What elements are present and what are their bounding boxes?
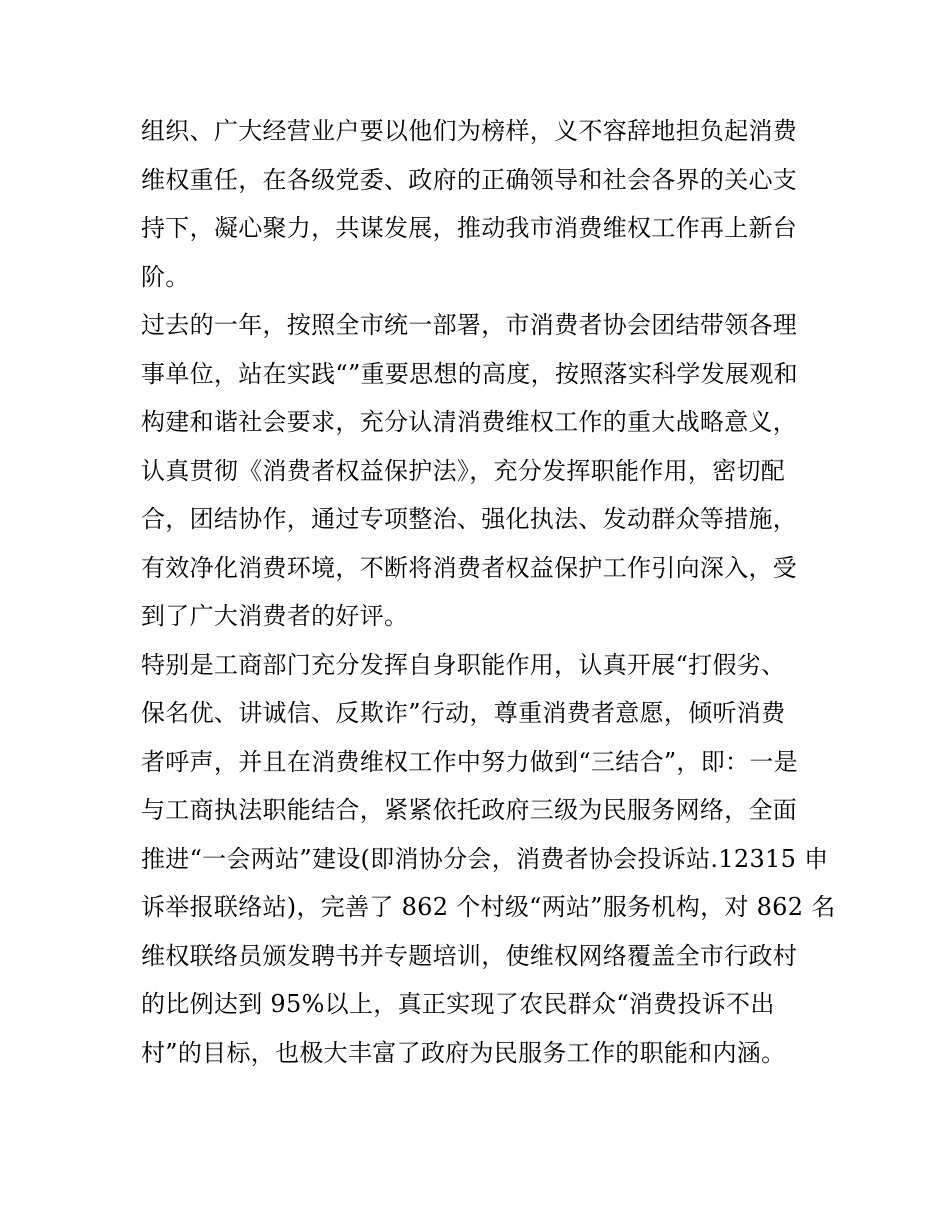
text-line: 维权重任，在各级党委、政府的正确领导和社会各界的关心支 [141, 165, 798, 194]
paragraph-3 [141, 641, 836, 1078]
text-line: 特别是工商部门充分发挥自身职能作用，认真开展“打假劣、 [141, 650, 786, 679]
text-line: 持下，凝心聚力，共谋发展，推动我市消费维权工作再上新台 [141, 214, 798, 242]
text-line: 合，团结协作，通过专项整治、强化执法、发动群众等措施， [141, 505, 798, 533]
text-line: 到了广大消费者的好评。 [141, 602, 409, 630]
text-line: 维权联络员颁发聘书并专题培训，使维权网络覆盖全市行政村 [141, 941, 798, 970]
text-line: 认真贯彻《消费者权益保护法》，充分发挥职能作用，密切配 [141, 456, 786, 485]
text-line: 构建和谐社会要求，充分认清消费维权工作的重大战略意义， [141, 408, 798, 436]
text-line: 村”的目标，也极大丰富了政府为民服务工作的职能和内涵。 [141, 1038, 786, 1067]
text-line: 有效净化消费环境，不断将消费者权益保护工作引向深入，受 [141, 553, 798, 582]
text-line: 过去的一年，按照全市统一部署，市消费者协会团结带领各理 [141, 311, 798, 339]
text-line: 事单位，站在实践“”重要思想的高度，按照落实科学发展观和 [141, 359, 798, 388]
text-line: 组织、广大经营业户要以他们为榜样，义不容辞地担负起消费 [141, 117, 798, 145]
text-line: 者呼声，并且在消费维权工作中努力做到“三结合”，即：一是 [141, 747, 798, 776]
text-line: 阶。 [141, 262, 190, 291]
text-line: 与工商执法职能结合，紧紧依托政府三级为民服务网络，全面 [141, 796, 798, 824]
text-line: 保名优、讲诚信、反欺诈”行动，尊重消费者意愿，倾听消费 [141, 699, 786, 727]
text-line: 的比例达到 95%以上，真正实现了农民群众“消费投诉不出 [141, 990, 775, 1018]
paragraph-1 [141, 107, 821, 301]
paragraph-2 [141, 301, 821, 641]
text-line: 诉举报联络站)，完善了 862 个村级“两站”服务机构，对 862 名 [141, 893, 836, 921]
text-line: 推进“一会两站”建设(即消协分会，消费者协会投诉站.12315 申 [141, 844, 829, 873]
document-body [141, 107, 836, 1077]
